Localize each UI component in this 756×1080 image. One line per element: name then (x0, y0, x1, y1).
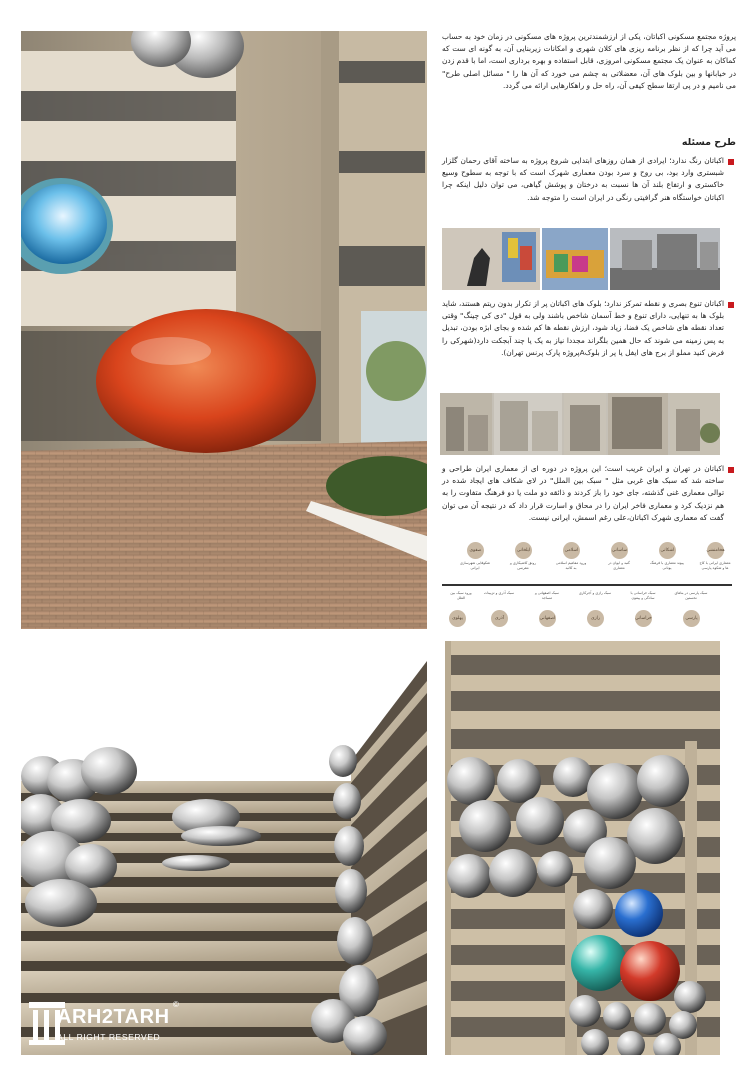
timeline-node-bottom-1: پارسی (683, 610, 700, 627)
timeline-note-top-3: گنبد و ایوان در معماری (608, 561, 630, 570)
render-facade-colored-bubbles (445, 641, 720, 1055)
timeline-node-top-6: صفوی (467, 542, 484, 559)
bullet-marker-2 (728, 302, 734, 308)
timeline-note-top-5: رونق کاشیکاری و مقرنس (509, 561, 537, 570)
timeline-node-top-2: اشکانی (659, 542, 676, 559)
timeline-note-bottom-1: سبک پارسی در بناهای نخستین (674, 591, 708, 600)
intro-paragraph: پروژه مجتمع مسکونی اکباتان، یکی از ارزشمندترین پروژه های مسکونی در زمان خود به حساب می آید چرا که از نظر برنامه ریزی های کلان شهری و امکانات زیربنایی آن، به گونه ای ست که کماکان به عنوان یک مجتمع مسکونی امروزی، قابل استفاده و بهره برداری است، اما با قدم زدن در خیابانها و بین بلوک های آن، معضلاتی به چشم می خورد که آن ها را " مسائل اصلی طرح" می نامیم و در پی ارتقا سطح کیفی آن، راه حل و راهکارهایی ارائه می گردد. (442, 32, 736, 90)
timeline-note-bottom-3: سبک رازی و آجرکاری (578, 591, 612, 595)
timeline-node-bottom-5: آذری (491, 610, 508, 627)
timeline-note-bottom-2: سبک خراسانی با سادگی و پیمون (630, 591, 656, 600)
bullet-marker-3 (728, 467, 734, 473)
logo-brand: ARH2TARH (57, 1006, 170, 1028)
timeline-node-top-1: هخامنشی (707, 542, 724, 559)
timeline-note-top-2: پیوند معماری با فرهنگ یونانی (650, 561, 684, 570)
timeline-axis (442, 584, 732, 586)
problem-heading: طرح مسئله (681, 137, 736, 148)
photo-ekbatan-blocks-strip (440, 393, 720, 455)
timeline-note-bottom-4: سبک اصفهانی و مساجد (535, 591, 559, 600)
render-entrance-orange-sculpture (21, 31, 427, 629)
problem-paragraph-3: اکباتان در تهران و ایران غریب است؛ این پروژه در دوره ای از معماری ایران طراحی و ساخته شد که سبک های غربی مثل " سبک بین الملل" در لای شکاف های ایجاد شده در توالی معماری غنی گذشته، جای خود را باز کردند و ذائقه دو ملت یا دو فرهنگ متفاوت را به هم نزدیک کرد و معماری فاخر ایران را در محاق و اسارت قرار داد که در نتیجه آن می توان گفت که معماری شهرک اکباتان،علی رغم اسمش، ایرانی نیست. (442, 464, 724, 522)
timeline-note-top-1: معماری ایرانی با کاخ ها و شکوه پارسی (699, 561, 731, 570)
arh2tarh-logo (27, 996, 187, 1050)
bullet-marker-1 (728, 159, 734, 165)
problem-paragraph-2: اکباتان تنوع بصری و نقطه تمرکز ندارد؛ بلوک های اکباتان پر از تکرار بدون ریتم هستند، شاید بلوک ها به تنهایی، دارای تنوع و خط آسمان شاخص باشند ولی به قول "دی کی چینگ" وقتی تعداد نقطه های شاخص یک فضا، زیاد شود، ارزش نقطه ها کم شده و بجای ابژه بودن، تبدیل به پس زمینه می شوند که حال همین بلگراند مجددا نیاز به یک یا چند آبجکت دارد(شهرکی را فرض کنید مملو از برج های ایفل یا پر از بلوکAپروژه پارک پرنس تهران). (442, 299, 724, 357)
timeline-node-top-3: ساسانی (611, 542, 628, 559)
timeline-node-top-4: اسلامی (563, 542, 580, 559)
timeline-node-top-5: ایلخانی (515, 542, 532, 559)
timeline-note-top-6: شکوفایی شهرسازی ایرانی (459, 561, 491, 570)
timeline-node-bottom-4: اصفهانی (539, 610, 556, 627)
timeline-note-top-4: ورود مفاهیم اسلامی به کالبد (555, 561, 587, 570)
logo-tagline: ALL RIGHT RESERVED (57, 1032, 161, 1042)
timeline-node-bottom-3: رازی (587, 610, 604, 627)
logo-registered-mark: © (173, 1000, 179, 1009)
render-facade-silver-bubbles (21, 641, 427, 1055)
timeline-note-bottom-6: ورود سبک بین الملل (450, 591, 472, 600)
timeline-note-bottom-5: سبک آذری و تزیینات (483, 591, 515, 595)
timeline-node-bottom-2: خراسانی (635, 610, 652, 627)
timeline-node-bottom-6: پهلوی (449, 610, 466, 627)
problem-paragraph-1: اکباتان رنگ ندارد؛ ایرادی از همان روزهای ابتدایی شروع پروژه به ساخته آقای رحمان گلزار شبستری وارد بود، بی روح و سرد بودن معماری شهرک است که با توجه به سطوح وسیع خاکستری و ارتفاع بلند آن ها نسبت به درختان و پوشش گیاهی، می توان دلیل اینکه چرا اکباتان خواستگاه هنر گرافیتی رنگی در ایران است را متوجه شد. (442, 156, 724, 202)
architecture-timeline (442, 542, 732, 630)
photo-graffiti-strip (442, 228, 720, 290)
